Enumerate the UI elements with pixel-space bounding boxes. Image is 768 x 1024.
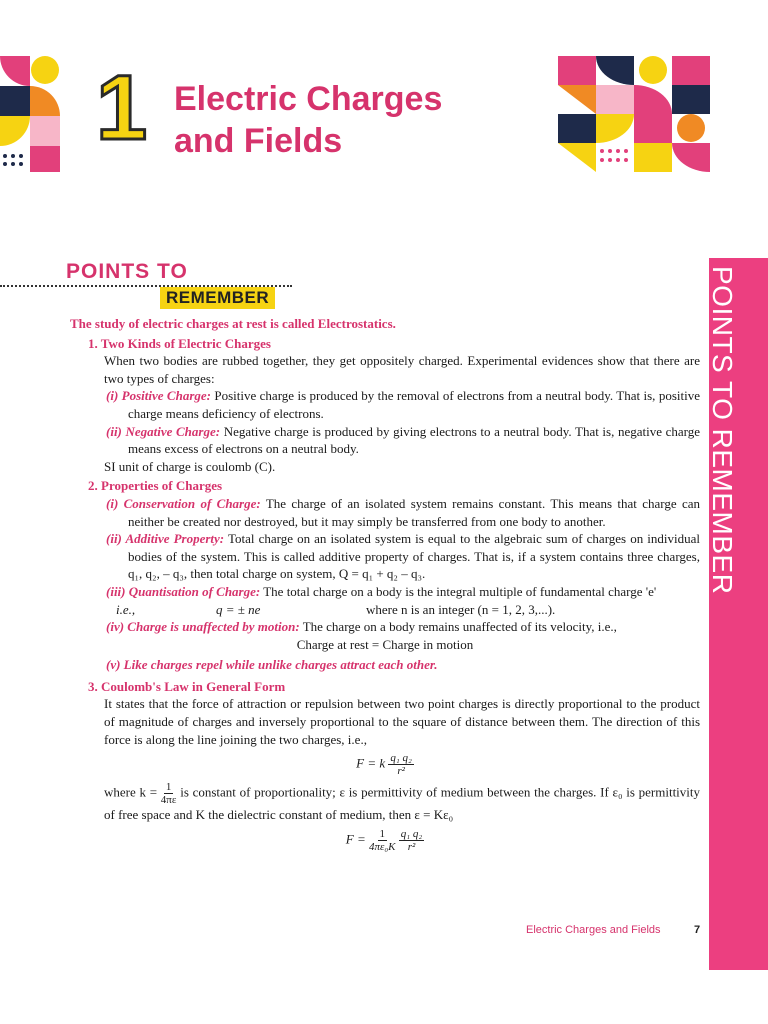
chapter-title-line1: Electric Charges xyxy=(174,80,443,118)
medium-numerator-2: q₁ q₂ xyxy=(400,827,423,840)
negative-charge-item xyxy=(70,423,700,458)
coulomb-medium-equation xyxy=(70,828,700,853)
medium-denominator-1: 4πε₀K xyxy=(369,840,396,853)
additive-item xyxy=(70,530,700,583)
medium-fraction-2 xyxy=(399,828,424,853)
positive-charge-item xyxy=(70,387,700,422)
coulomb-denominator: r² xyxy=(397,765,405,778)
coulomb-fraction xyxy=(388,752,413,777)
intro-line: The study of electric charges at rest is called Electrostatics. xyxy=(70,316,396,331)
coulomb-equation xyxy=(70,752,700,777)
motion-label: (iv) Charge is unaffected by motion: xyxy=(106,619,300,635)
ie-label: i.e., xyxy=(116,601,136,617)
quantisation-text: The total charge on a body is the integral multiple of fundamental charge 'e' xyxy=(263,583,657,599)
additive-text: Total charge on an isolated system is equal to the algebraic sum of charges on individual bodies of the system. This is called additive property of charges. That is, if a system contains three charges, q₁, q₂, – q₃, then total charge on system, Q = q₁ + q₂ – q₃. xyxy=(128,531,700,582)
conservation-text: The charge of an isolated system remains constant. This means that charge can neither be created nor destroyed, but it may simply be transferred from one body to another. xyxy=(128,495,701,529)
section-3-title: 3. Coulomb's Law in General Form xyxy=(88,678,286,694)
positive-charge-text: Positive charge is produced by the removal of electrons from a neutral body. That is, positive charge means deficiency of electrons. xyxy=(128,388,700,421)
negative-charge-text: Negative charge is produced by giving electrons to a neutral body. That is, negative charge means excess of electrons on a neutral body. xyxy=(128,423,700,457)
k-fraction xyxy=(161,781,177,806)
quantisation-item xyxy=(70,583,700,601)
quantisation-label: (iii) Quantisation of Charge: xyxy=(106,583,261,599)
medium-denominator-2: r² xyxy=(407,840,416,853)
coulomb-lhs: F = k xyxy=(356,755,386,771)
section-2-title: 2. Properties of Charges xyxy=(88,478,223,494)
section-1-body: When two bodies are rubbed together, they get oppositely charged. Experimental evidences show that there are two types of charges: xyxy=(104,353,700,386)
additive-label: (ii) Additive Property: xyxy=(106,531,225,547)
remember-highlight: REMEMBER xyxy=(160,287,275,309)
k-numerator: 1 xyxy=(165,781,172,794)
proportionality-text xyxy=(70,781,700,824)
motion-equation: Charge at rest = Charge in motion xyxy=(296,636,474,652)
footer-chapter-title: Electric Charges and Fields xyxy=(526,924,661,936)
si-unit-line: SI unit of charge is coulomb (C). xyxy=(104,458,276,474)
medium-lhs: F = xyxy=(345,831,366,847)
quantisation-where: where n is an integer (n = 1, 2, 3,...). xyxy=(366,601,556,617)
section-3-body: It states that the force of attraction or repulsion between two point charges is directly proportional to the product of magnitude of charges and inversely proportional to the square of distance between them. The direction of this force is along the line joining the two charges, i.e., xyxy=(104,696,700,747)
motion-text: The charge on a body remains unaffected of its velocity, i.e., xyxy=(302,619,617,635)
side-banner-text: POINTS TO REMEMBER xyxy=(707,266,738,595)
chapter-title-line2: and Fields xyxy=(174,122,343,160)
chapter-title xyxy=(174,78,442,162)
motion-item xyxy=(70,618,700,636)
coulomb-numerator: q₁ q₂ xyxy=(390,752,412,765)
decorative-pattern-right xyxy=(558,56,710,172)
conservation-label: (i) Conservation of Charge: xyxy=(106,495,261,511)
positive-charge-label: (i) Positive Charge: xyxy=(106,388,211,404)
points-heading: POINTS TO xyxy=(66,260,188,283)
chapter-number: 1 xyxy=(96,57,148,159)
proportionality-rest: is constant of proportionality; ε is permittivity of medium between the charges. If ε₀ is permittivity of free space and K the dielectric constant of medium, then ε = Kε₀ xyxy=(104,784,701,823)
page-number: 7 xyxy=(694,924,701,936)
medium-fraction-1 xyxy=(369,828,396,853)
decorative-pattern-left xyxy=(0,56,60,172)
k-denominator: 4πε xyxy=(160,794,177,807)
section-1-title: 1. Two Kinds of Electric Charges xyxy=(88,335,271,351)
page-content xyxy=(70,315,700,853)
conservation-item xyxy=(70,495,700,530)
where-k-label: where k = xyxy=(104,784,158,800)
quantisation-equation: q = ± ne xyxy=(216,601,261,617)
quantisation-equation-row xyxy=(70,601,700,619)
medium-numerator-1: 1 xyxy=(379,827,386,840)
like-charges-item: (v) Like charges repel while unlike charges attract each other. xyxy=(106,657,438,673)
negative-charge-label: (ii) Negative Charge: xyxy=(106,423,221,439)
